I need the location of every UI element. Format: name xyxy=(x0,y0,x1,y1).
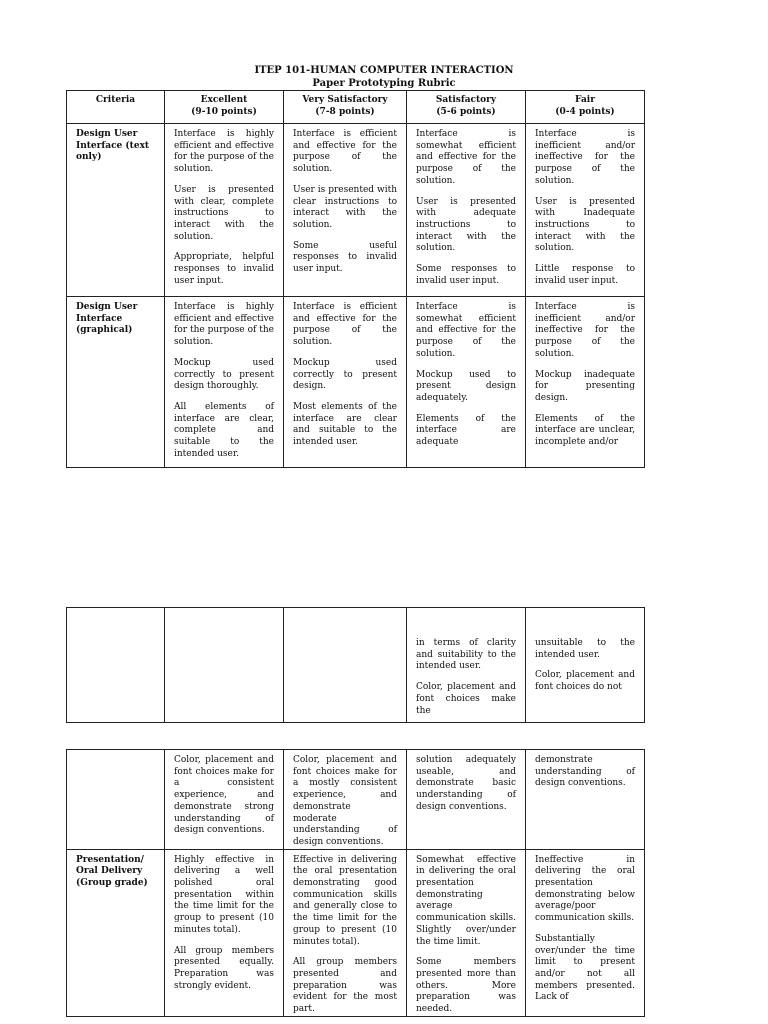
rubric-cell: Interface is highly efficient and effective for the purpose of the solution. User is presented with clear, complete instructions to interact with the solution. Appropriate, helpful responses to invalid user input. xyxy=(165,124,284,297)
criteria-cell: Design User Interface (graphical) xyxy=(67,297,165,468)
rubric-cell: Interface is highly efficient and effective for the purpose of the solution. Mockup used correctly to present design thoroughly. All elements of interface are clear, complete and suitable to the intended user. xyxy=(165,297,284,468)
rubric-cell: unsuitable to the intended user. Color, placement and font choices do not xyxy=(526,608,645,723)
header-satisfactory: Satisfactory (5-6 points) xyxy=(407,91,526,124)
document-title: ITEP 101-HUMAN COMPUTER INTERACTION xyxy=(254,65,514,76)
rubric-cell: Interface is somewhat efficient and effective for the purpose of the solution. Mockup used to present design adequately. Elements of the interface are adequate xyxy=(407,297,526,468)
table-row xyxy=(67,297,645,468)
document-subtitle: Paper Prototyping Rubric xyxy=(312,78,456,89)
criteria-cell xyxy=(67,750,165,850)
table-row xyxy=(67,608,645,723)
rubric-cell: demonstrate understanding of design conventions. xyxy=(526,750,645,850)
table-row xyxy=(67,849,645,1016)
header-fair: Fair (0-4 points) xyxy=(526,91,645,124)
rubric-cell xyxy=(67,608,165,723)
rubric-cell: in terms of clarity and suitability to the intended user. Color, placement and font choices make the xyxy=(407,608,526,723)
table-row xyxy=(67,124,645,297)
rubric-cell: Interface is somewhat efficient and effective for the purpose of the solution. User is presented with adequate instructions to interact with the solution. Some responses to invalid user input. xyxy=(407,124,526,297)
rubric-cell xyxy=(284,608,407,723)
rubric-table-part-2 xyxy=(66,607,645,723)
header-criteria: Criteria xyxy=(67,91,165,124)
rubric-cell: Interface is efficient and effective for the purpose of the solution. Mockup used correctly to present design. Most elements of the interface are clear and suitable to the intended user. xyxy=(284,297,407,468)
rubric-table-part-1 xyxy=(66,90,645,468)
table-row xyxy=(67,750,645,850)
header-row xyxy=(67,91,645,124)
header-very-satisfactory: Very Satisfactory (7-8 points) xyxy=(284,91,407,124)
criteria-cell: Design User Interface (text only) xyxy=(67,124,165,297)
rubric-cell: Highly effective in delivering a well polished oral presentation within the time limit for the group to present (10 minutes total). All group members presented equally. Preparation was strongly evident. xyxy=(165,849,284,1016)
rubric-cell: Color, placement and font choices make for a consistent experience, and demonstrate strong understanding of design conventions. xyxy=(165,750,284,850)
rubric-cell: Somewhat effective in delivering the oral presentation demonstrating average communication skills. Slightly over/under the time limit. Some members presented more than others. More preparation was needed. xyxy=(407,849,526,1016)
rubric-cell: Interface is inefficient and/or ineffective for the purpose of the solution. Mockup inadequate for presenting design. Elements of the interface are unclear, incomplete and/or xyxy=(526,297,645,468)
rubric-table-part-3 xyxy=(66,749,645,1017)
header-excellent: Excellent (9-10 points) xyxy=(165,91,284,124)
rubric-cell: Interface is inefficient and/or ineffective for the purpose of the solution. User is presented with Inadequate instructions to interact with the solution. Little response to invalid user input. xyxy=(526,124,645,297)
rubric-cell: solution adequately useable, and demonstrate basic understanding of design conventions. xyxy=(407,750,526,850)
rubric-cell: Interface is efficient and effective for the purpose of the solution. User is presented with clear instructions to interact with the solution. Some useful responses to invalid user input. xyxy=(284,124,407,297)
rubric-cell: Color, placement and font choices make for a mostly consistent experience, and demonstrate moderate understanding of design conventions. xyxy=(284,750,407,850)
rubric-cell: Ineffective in delivering the oral presentation demonstrating below average/poor communication skills. Substantially over/under the time limit to present and/or not all members presented. Lack of xyxy=(526,849,645,1016)
rubric-cell: Effective in delivering the oral presentation demonstrating good communication skills and generally close to the time limit for the group to present (10 minutes total). All group members presented and preparation was evident for the most part. xyxy=(284,849,407,1016)
rubric-cell xyxy=(165,608,284,723)
criteria-cell: Presentation/ Oral Delivery (Group grade) xyxy=(67,849,165,1016)
